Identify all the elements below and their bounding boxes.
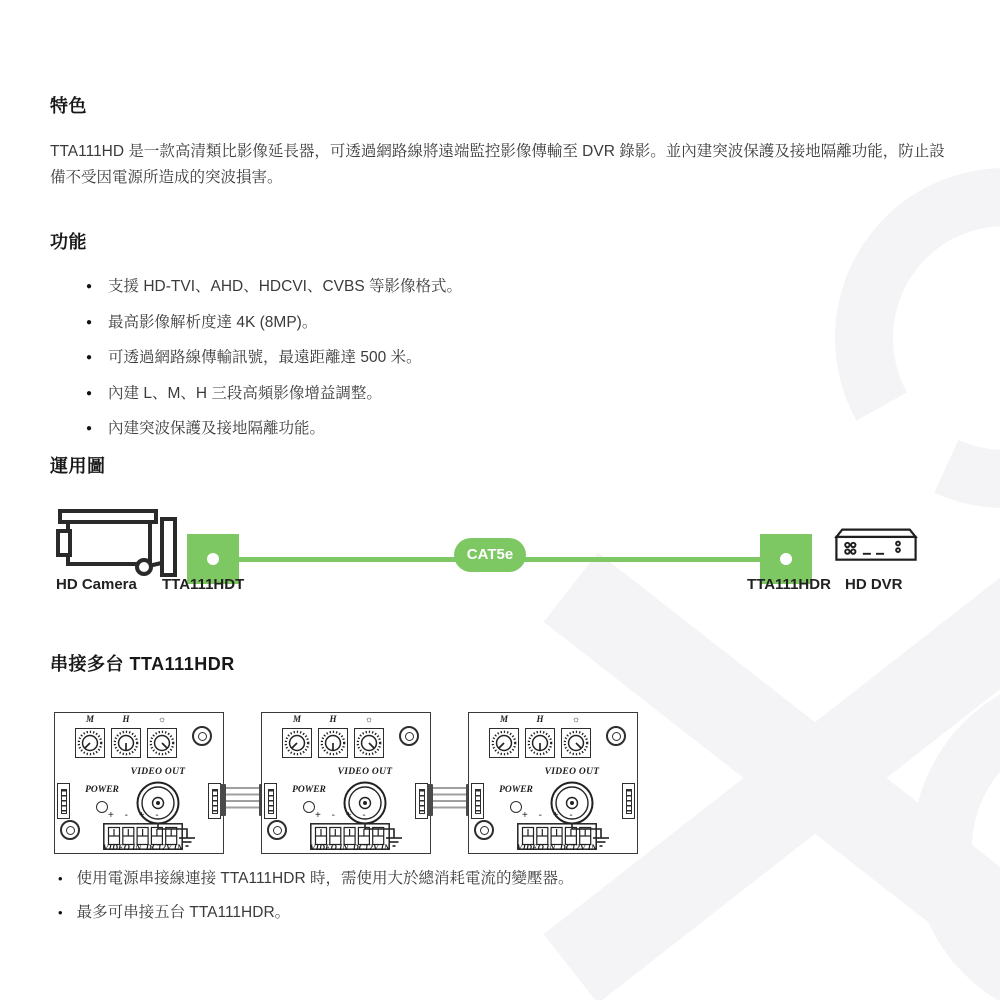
hd-camera-icon <box>56 507 184 579</box>
tta111hdr-board <box>261 712 431 854</box>
gain-label-h: H <box>329 714 337 724</box>
screw-hole-icon <box>60 820 80 840</box>
knob-icon <box>319 729 347 757</box>
bullet-icon: • <box>58 871 63 886</box>
cable-type-badge: CAT5e <box>454 538 526 572</box>
list-item-text: 使用電源串接線連接 TTA111HDR 時，需使用大於總消耗電流的變壓器。 <box>76 870 574 887</box>
knob-icon <box>283 729 311 757</box>
list-item-text: 最多可串接五台 TTA111HDR。 <box>76 904 291 921</box>
gain-label-sun: ☼ <box>157 714 167 724</box>
tta111hdr-board <box>468 712 638 854</box>
bullet-icon: ● <box>86 352 93 363</box>
bullet-icon: ● <box>86 316 93 328</box>
polarity-marks: + - + - <box>108 810 159 821</box>
knob-icon <box>562 729 590 757</box>
list-item-text: 內建突波保護及接地隔離功能。 <box>108 420 326 437</box>
screw-hole-icon <box>399 726 419 746</box>
application-diagram <box>0 505 1000 605</box>
functions-list <box>86 274 462 452</box>
list-item-text: 最高影像解析度達 4K (8MP)。 <box>108 313 318 331</box>
features-heading: 特色 <box>50 96 87 116</box>
bullet-icon: • <box>58 905 63 920</box>
polarity-marks: + - + - <box>522 810 573 821</box>
daisy-chain-diagram <box>54 712 638 854</box>
bullet-icon: ● <box>86 387 93 399</box>
list-item <box>86 310 462 332</box>
screw-hole-icon <box>606 726 626 746</box>
video-out-label: VIDEO OUT <box>130 767 186 777</box>
indicator-dot-icon <box>207 553 219 565</box>
gain-knob <box>282 728 312 758</box>
video-in-label: VIDEO IN DC12V IN <box>516 842 598 852</box>
dvr-label: HD DVR <box>845 576 903 593</box>
gain-knob <box>318 728 348 758</box>
list-item-text: 可透過網路線傳輸訊號，最遠距離達 500 米。 <box>108 349 422 366</box>
video-in-label: VIDEO IN DC12V IN <box>309 842 391 852</box>
list-item <box>86 416 462 438</box>
gain-knob <box>525 728 555 758</box>
gain-label-h: H <box>122 714 130 724</box>
daisy-chain-cable <box>431 787 468 813</box>
gain-knob <box>147 728 177 758</box>
gain-label-m: M <box>292 714 301 724</box>
hd-dvr-icon <box>832 521 920 569</box>
daisy-chain-cable <box>224 787 261 813</box>
gain-knob <box>561 728 591 758</box>
gain-knob <box>111 728 141 758</box>
gain-knob <box>489 728 519 758</box>
knob-icon <box>112 729 140 757</box>
gain-knob <box>354 728 384 758</box>
list-item <box>86 381 462 403</box>
bullet-icon: ● <box>86 423 93 434</box>
gain-label-sun: ☼ <box>571 714 581 724</box>
gain-knob <box>75 728 105 758</box>
indicator-dot-icon <box>780 553 792 565</box>
receiver-label: TTA111HDR <box>747 576 831 593</box>
power-label: POWER <box>292 785 326 795</box>
list-item <box>58 866 573 888</box>
knob-icon <box>526 729 554 757</box>
application-heading: 運用圖 <box>50 456 106 476</box>
video-out-label: VIDEO OUT <box>544 767 600 777</box>
notes-list <box>58 866 573 934</box>
functions-heading: 功能 <box>50 232 87 252</box>
power-link-connector-left <box>57 783 70 819</box>
gain-label-sun: ☼ <box>364 714 374 724</box>
video-in-label: VIDEO IN DC12V IN <box>102 842 184 852</box>
camera-label: HD Camera <box>56 576 137 593</box>
list-item <box>86 345 462 367</box>
tta111hdr-board <box>54 712 224 854</box>
bullet-icon: ● <box>86 281 93 292</box>
polarity-marks: + - + - <box>315 810 366 821</box>
power-link-connector-left <box>471 783 484 819</box>
list-item <box>58 900 573 922</box>
knob-icon <box>148 729 176 757</box>
screw-hole-icon <box>474 820 494 840</box>
gain-label-m: M <box>85 714 94 724</box>
list-item <box>86 274 462 296</box>
daisy-chain-heading: 串接多台 TTA111HDR <box>50 654 235 674</box>
knob-icon <box>490 729 518 757</box>
knob-icon <box>355 729 383 757</box>
list-item-text: 內建 L、M、H 三段高頻影像增益調整。 <box>108 384 382 402</box>
screw-hole-icon <box>267 820 287 840</box>
knob-icon <box>76 729 104 757</box>
power-label: POWER <box>85 785 119 795</box>
power-led-icon <box>303 801 315 813</box>
power-link-connector-right <box>622 783 635 819</box>
features-paragraph: TTA111HD 是一款高清類比影像延長器，可透過網路線將遠端監控影像傳輸至 DVR 錄影。並內建突波保護及接地隔離功能，防止設備不受因電源所造成的突波損害。 <box>50 143 945 186</box>
video-out-label: VIDEO OUT <box>337 767 393 777</box>
power-link-connector-left <box>264 783 277 819</box>
power-led-icon <box>510 801 522 813</box>
gain-label-h: H <box>536 714 544 724</box>
power-led-icon <box>96 801 108 813</box>
power-label: POWER <box>499 785 533 795</box>
gain-label-m: M <box>499 714 508 724</box>
transmitter-label: TTA111HDT <box>162 576 245 593</box>
screw-hole-icon <box>192 726 212 746</box>
list-item-text: 支援 HD-TVI、AHD、HDCVI、CVBS 等影像格式。 <box>108 278 462 295</box>
